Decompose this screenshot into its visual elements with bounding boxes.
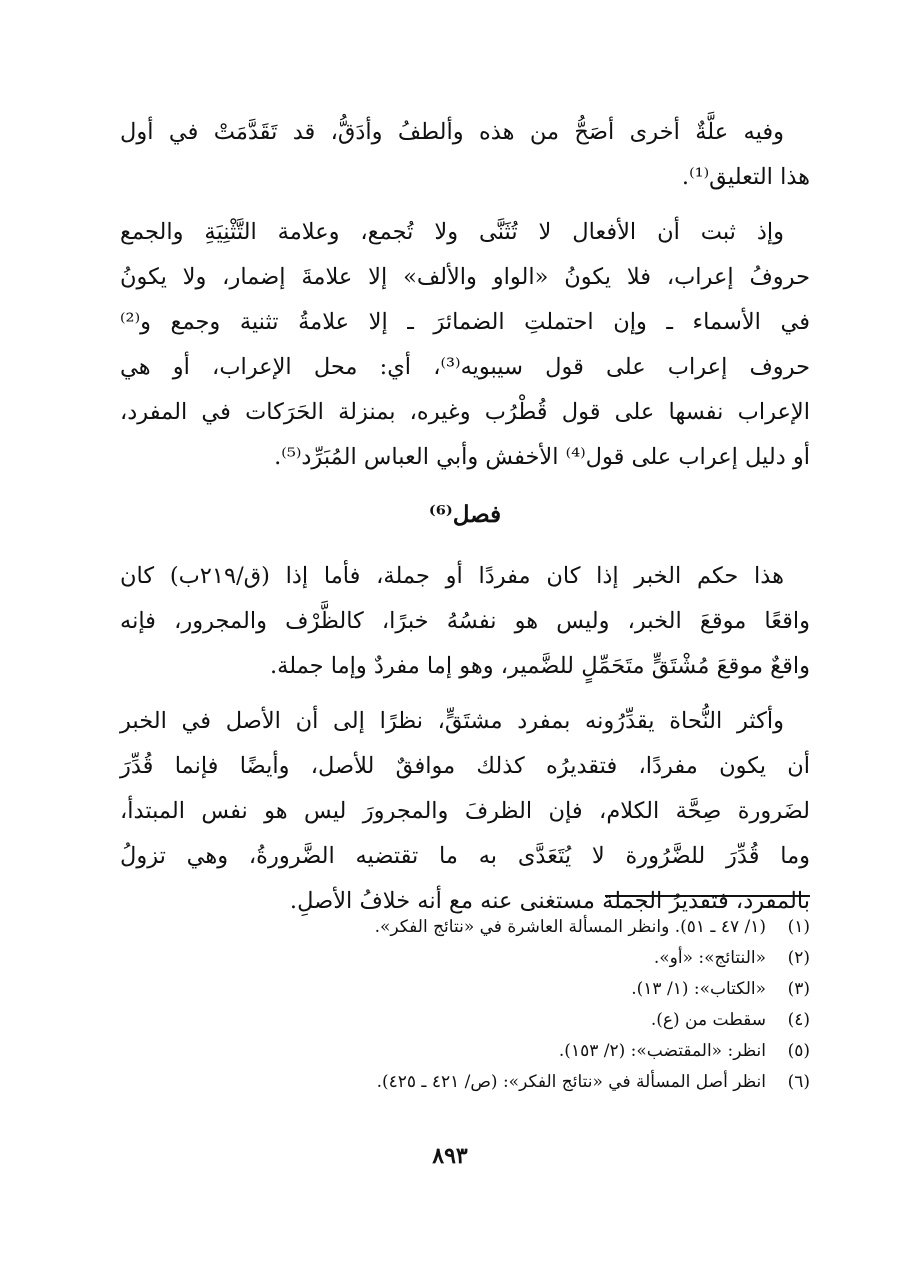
footnote-number: (٢)	[787, 948, 810, 968]
footnote-number: (٣)	[787, 979, 810, 999]
footnote-item	[210, 1067, 810, 1098]
text-line: حروف إعراب على قول سيبويه⁽³⁾، أي: محل الإعراب، أو هي	[120, 354, 810, 380]
main-text	[120, 110, 810, 934]
footnote-number: (١)	[787, 917, 810, 937]
text-line: واقعٌ موقعَ مُشْتَقٍّ متَحَمِّلٍ للضَّمير، وهو إما مفردٌ وإما جملة.	[270, 653, 810, 679]
text-line: أن يكون مفردًا، فتقديرُه كذلك موافقٌ للأصل، وأيضًا فإنما قُدِّرَ	[120, 753, 810, 779]
footnote-text: (١/ ٤٧ ـ ٥١). وانظر المسألة العاشرة في «نتائج الفكر».	[374, 917, 766, 937]
footnote-number: (٥)	[787, 1041, 810, 1061]
text-line: بالمفرد، فتقديرُ الجملة مستغنى عنه مع أنه خلافُ الأصلِ.	[289, 888, 810, 914]
page-number: ٨٩٣	[432, 1143, 468, 1169]
footnote-divider	[605, 895, 810, 897]
text-line: وأكثر النُّحاة يقدِّرُونه بمفرد مشتَقٍّ، نظرًا إلى أن الأصل في الخبر	[120, 708, 784, 734]
text-line: وما قُدِّرَ للضَّرُورة لا يُتَعَدَّى به ما تقتضيه الضَّرورةُ، وهي تزولُ	[120, 843, 810, 869]
paragraph-4	[120, 699, 810, 924]
text-line: في الأسماء ـ وإن احتملتِ الضمائرَ ـ إلا علامةُ تثنية وجمع و⁽²⁾	[120, 309, 810, 335]
paragraph-1	[120, 110, 810, 200]
text-line: وفيه علَّةٌ أخرى أصَحُّ من هذه وألطفُ وأدَقُّ، قد تَقَدَّمَتْ في أول	[120, 119, 784, 145]
text-line: هذا التعليق⁽¹⁾.	[681, 164, 810, 190]
footnote-item	[210, 974, 810, 1005]
text-line: هذا حكم الخبر إذا كان مفردًا أو جملة، فأما إذا (ق/٢١٩ب) كان	[120, 563, 784, 589]
footnote-text: انظر: «المقتضب»: (٢/ ١٥٣).	[558, 1041, 766, 1061]
section-heading: فصل⁽⁶⁾	[428, 501, 502, 528]
paragraph-2	[120, 210, 810, 480]
footnote-item	[210, 1036, 810, 1067]
text-line: حروفُ إعراب، فلا يكونُ «الواو والألف» إلا علامةَ إضمار، ولا يكونُ	[120, 264, 810, 290]
text-line: أو دليل إعراب على قول⁽⁴⁾ الأخفش وأبي العباس المُبَرِّد⁽⁵⁾.	[274, 444, 810, 470]
footnotes	[210, 912, 810, 1098]
paragraph-3	[120, 554, 810, 689]
text-line: لضَرورة صِحَّة الكلام، فإن الظرفَ والمجرورَ ليس هو نفس المبتدأ،	[120, 798, 810, 824]
footnote-text: «الكتاب»: (١/ ١٣).	[631, 979, 766, 999]
footnote-text: «النتائج»: «أو».	[653, 948, 766, 968]
footnote-text: انظر أصل المسألة في «نتائج الفكر»: (ص/ ٤٢١ ـ ٤٢٥).	[376, 1072, 766, 1092]
footnote-number: (٤)	[787, 1010, 810, 1030]
footnote-item	[210, 943, 810, 974]
text-line: وإذ ثبت أن الأفعال لا تُثَنَّى ولا تُجمع، وعلامة التَّثْنِيَةِ والجمع	[120, 219, 784, 245]
footnote-text: سقطت من (ع).	[650, 1010, 766, 1030]
footnote-item	[210, 912, 810, 943]
text-line: الإعراب نفسها على قول قُطْرُب وغيره، بمنزلة الحَرَكات في المفرد،	[120, 399, 810, 425]
footnote-number: (٦)	[787, 1072, 810, 1092]
text-line: واقعًا موقعَ الخبر، وليس هو نفسُهُ خبرًا، كالظَّرْف والمجرور، فإنه	[120, 608, 810, 634]
footnote-item	[210, 1005, 810, 1036]
